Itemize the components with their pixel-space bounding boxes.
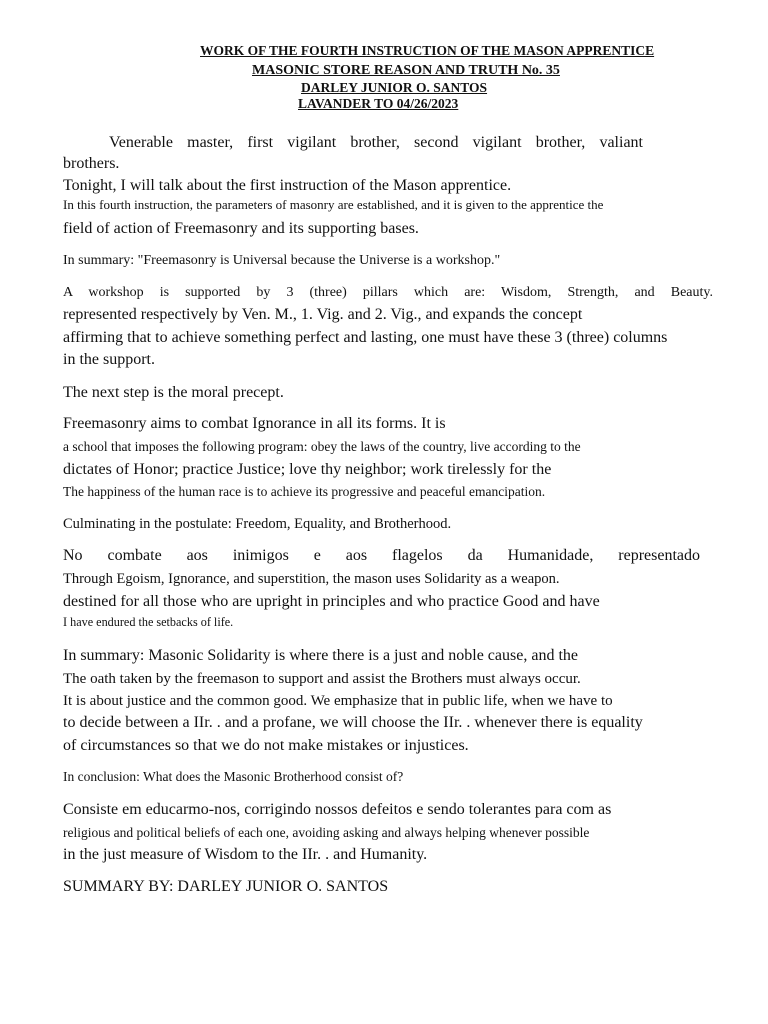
body-line: Through Egoism, Ignorance, and superstition, the mason uses Solidarity as a weapon. — [63, 571, 560, 587]
header-title: WORK OF THE FOURTH INSTRUCTION OF THE MASON APPRENTICE — [200, 43, 655, 58]
body-line: to decide between a IIr. . and a profane, we will choose the IIr. . whenever there is equality — [63, 714, 643, 731]
body-line: In conclusion: What does the Masonic Brotherhood consist of? — [63, 769, 404, 784]
body-line: field of action of Freemasonry and its supporting bases. — [63, 220, 419, 237]
body-line: The happiness of the human race is to achieve its progressive and peaceful emancipation. — [63, 484, 546, 499]
body-line: affirming that to achieve something perfect and lasting, one must have these 3 (three) columns — [63, 329, 668, 346]
body-line: brothers. — [63, 155, 120, 172]
body-line: In this fourth instruction, the parameters of masonry are established, and it is given to the apprentice the — [63, 197, 604, 212]
body-line: Culminating in the postulate: Freedom, Equality, and Brotherhood. — [63, 516, 452, 532]
body-line: Freemasonry aims to combat Ignorance in all its forms. It is — [63, 415, 446, 432]
body-line: religious and political beliefs of each one, avoiding asking and always helping whenever possible — [63, 825, 590, 840]
header-date: LAVANDER TO 04/26/2023 — [298, 96, 459, 111]
body-line: The next step is the moral precept. — [63, 384, 284, 401]
body-line: No combate aos inimigos e aos flagelos da Humanidade, representado — [63, 547, 700, 564]
summary-signature: SUMMARY BY: DARLEY JUNIOR O. SANTOS — [63, 878, 389, 895]
body-line: dictates of Honor; practice Justice; love thy neighbor; work tirelessly for the — [63, 461, 552, 478]
body-line: represented respectively by Ven. M., 1. Vig. and 2. Vig., and expands the concept — [63, 306, 583, 323]
body-line: Venerable master, first vigilant brother, second vigilant brother, valiant — [109, 134, 643, 151]
body-line: of circumstances so that we do not make mistakes or injustices. — [63, 737, 469, 754]
body-line: destined for all those who are upright in principles and who practice Good and have — [63, 593, 600, 610]
header-lodge: MASONIC STORE REASON AND TRUTH No. 35 — [252, 63, 560, 78]
body-line: I have endured the setbacks of life. — [63, 615, 234, 629]
body-line: In summary: "Freemasonry is Universal because the Universe is a workshop." — [63, 253, 501, 268]
body-line: in the support. — [63, 351, 155, 368]
header-author: DARLEY JUNIOR O. SANTOS — [301, 80, 488, 95]
body-line: Consiste em educarmo-nos, corrigindo nossos defeitos e sendo tolerantes para com as — [63, 801, 612, 818]
body-line: The oath taken by the freemason to support and assist the Brothers must always occur. — [63, 671, 581, 687]
body-line: Tonight, I will talk about the first instruction of the Mason apprentice. — [63, 177, 512, 194]
body-line: In summary: Masonic Solidarity is where there is a just and noble cause, and the — [63, 647, 578, 664]
body-line: It is about justice and the common good. We emphasize that in public life, when we have to — [63, 693, 613, 709]
body-line: a school that imposes the following program: obey the laws of the country, live according to the — [63, 439, 581, 454]
body-line: in the just measure of Wisdom to the IIr. . and Humanity. — [63, 846, 428, 863]
body-line: A workshop is supported by 3 (three) pillars which are: Wisdom, Strength, and Beauty. — [63, 285, 713, 300]
